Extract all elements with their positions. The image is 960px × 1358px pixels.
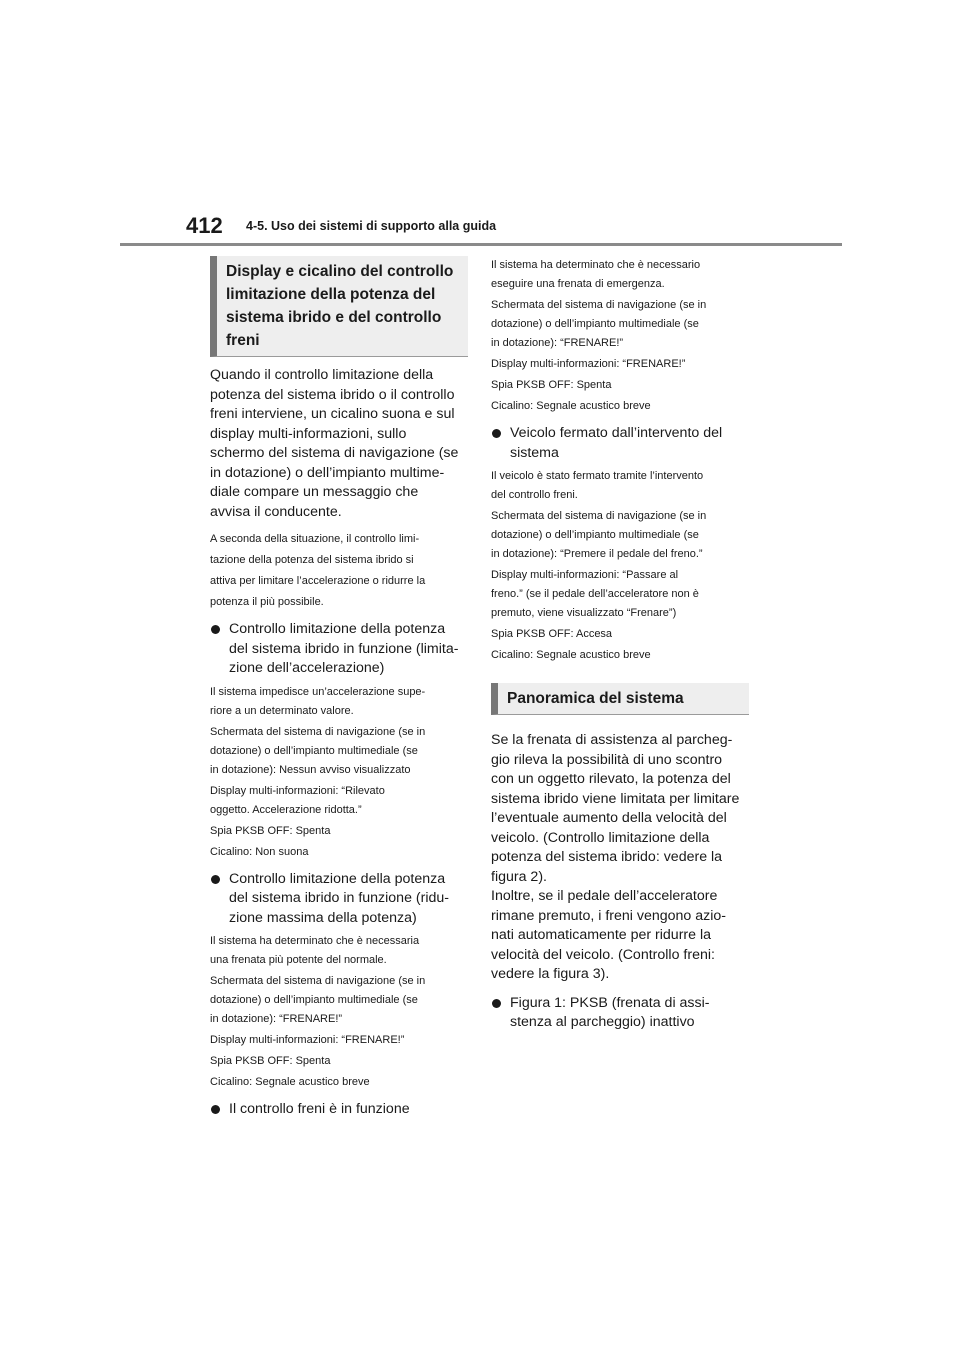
text-line: dotazione) o dell’impianto multimediale (se [210, 994, 418, 1006]
text-line: Cicalino: Segnale acustico breve [491, 649, 651, 661]
bullet-dot-icon [211, 1105, 220, 1114]
text-line: premuto, viene visualizzato “Frenare”) [491, 607, 677, 619]
text-line: del sistema ibrido in funzione (ridu- [229, 890, 450, 906]
text-line: una frenata più potente del normale. [210, 954, 387, 966]
bullet3-details [491, 256, 749, 416]
header-rule [120, 243, 842, 246]
text-line: potenza del sistema ibrido: vedere la [491, 849, 723, 865]
text-line: sistema ibrido viene limitata per limitare [491, 790, 740, 807]
text-line: figura 2). [491, 868, 547, 885]
text-line: freni interviene, un cicalino suona e sul [210, 406, 455, 422]
chapter-title: 4-5. Uso dei sistemi di supporto alla guida [246, 219, 497, 233]
bullet-dot-icon [492, 999, 501, 1008]
heading-line: freni [226, 332, 260, 349]
bullet-heading-acceleration-limit [210, 620, 468, 679]
text-line: Il sistema ha determinato che è necessaria [210, 935, 420, 947]
text-line: vedere la figura 3). [491, 966, 610, 982]
text-line: Se la frenata di assistenza al parcheg- [491, 732, 733, 748]
text-line: dotazione) o dell’impianto multimediale (se [491, 318, 699, 330]
text-line: dotazione) o dell’impianto multimediale (se [210, 744, 418, 757]
bullet1-details [210, 683, 468, 862]
text-line: Il sistema ha determinato che è necessario [491, 259, 701, 271]
heading-line: Display e cicalino del controllo [226, 263, 454, 280]
text-line: zione massima della potenza) [229, 909, 417, 926]
right-column [491, 256, 749, 1033]
page-number: 412 [186, 213, 223, 238]
heading-line: limitazione della potenza del [226, 286, 436, 303]
note-paragraph [210, 530, 468, 612]
text-line: Il veicolo è stato fermato tramite l’intervento [491, 470, 704, 482]
text-line: sistema [510, 444, 559, 461]
text-line: A seconda della situazione, il controllo limi- [210, 533, 420, 545]
text-line: riore a un determinato valore. [210, 704, 354, 717]
text-line: avvisa il conducente. [210, 503, 342, 520]
text-line: Il controllo freni è in funzione [229, 1101, 410, 1117]
text-line: Inoltre, se il pedale dell’acceleratore [491, 888, 718, 904]
text-line: in dotazione): Nessun avviso visualizzato [210, 763, 411, 776]
text-line: potenza del sistema ibrido o il controllo [210, 386, 455, 403]
text-line: Display multi-informazioni: “Rilevato [210, 784, 385, 797]
text-line: Cicalino: Segnale acustico breve [210, 1076, 370, 1088]
text-line: Figura 1: PKSB (frenata di assi- [510, 994, 710, 1011]
bullet4-details [491, 467, 749, 665]
text-line: zione dell’accelerazione) [229, 660, 385, 676]
text-line: in dotazione): “FRENARE!” [210, 1013, 343, 1025]
bullet2-details [210, 932, 468, 1092]
text-line: Controllo limitazione della potenza [229, 621, 446, 637]
text-line: dotazione) o dell’impianto multimediale (se [491, 529, 699, 541]
left-column [210, 256, 468, 1120]
text-line: stenza al parcheggio) inattivo [510, 1014, 695, 1030]
bullet-heading-vehicle-stopped [491, 424, 749, 463]
text-line: display multi-informazioni, sullo [210, 425, 407, 442]
text-line: del controllo freni. [491, 489, 578, 501]
text-line: diale compare un messaggio che [210, 484, 419, 500]
text-line: Schermata del sistema di navigazione (se in [210, 975, 426, 987]
text-line: l’eventuale aumento della velocità del [491, 810, 727, 826]
text-line: Quando il controllo limitazione della [210, 367, 434, 383]
text-line: freno.” (se il pedale dell’acceleratore non è [491, 588, 699, 600]
section-heading-panoramica [491, 683, 749, 715]
section-heading-display-cicalino [210, 256, 468, 357]
text-line: veicolo. (Controllo limitazione della [491, 829, 710, 846]
text-line: potenza il più possibile. [210, 596, 324, 608]
heading-line: Panoramica del sistema [507, 690, 684, 707]
text-line: Schermata del sistema di navigazione (se in [491, 299, 707, 311]
heading-line: sistema ibrido e del controllo [226, 309, 442, 326]
text-line: con un oggetto rilevato, la potenza del [491, 771, 731, 787]
bullet-dot-icon [492, 429, 501, 438]
text-line: rimane premuto, i freni vengono azio- [491, 907, 727, 924]
text-line: Spia PKSB OFF: Accesa [491, 628, 613, 640]
text-line: Controllo limitazione della potenza [229, 870, 446, 887]
overview-paragraph [491, 731, 749, 985]
text-line: in dotazione) o dell’impianto multime- [210, 464, 445, 481]
text-line: schermo del sistema di navigazione (se [210, 445, 459, 461]
text-line: Spia PKSB OFF: Spenta [210, 1055, 331, 1067]
bullet-heading-brake-control-active [210, 1100, 468, 1120]
text-line: Spia PKSB OFF: Spenta [210, 824, 331, 837]
text-line: Il sistema impedisce un’accelerazione supe- [210, 685, 426, 698]
text-line: attiva per limitare l’accelerazione o ridurre la [210, 575, 426, 587]
intro-paragraph [210, 366, 468, 522]
text-line: Cicalino: Segnale acustico breve [491, 400, 651, 412]
text-line: Display multi-informazioni: “FRENARE!” [491, 358, 686, 370]
text-line: in dotazione): “FRENARE!” [491, 337, 624, 349]
text-line: Schermata del sistema di navigazione (se in [210, 725, 426, 738]
text-line: nati automaticamente per ridurre la [491, 927, 712, 943]
text-line: Spia PKSB OFF: Spenta [491, 379, 612, 391]
text-line: Display multi-informazioni: “Passare al [491, 569, 679, 581]
text-line: velocità del veicolo. (Controllo freni: [491, 946, 715, 963]
text-line: Veicolo fermato dall’intervento del [510, 425, 723, 441]
text-line: tazione della potenza del sistema ibrido si [210, 554, 414, 566]
bullet-heading-max-power-reduction [210, 870, 468, 929]
text-line: Display multi-informazioni: “FRENARE!” [210, 1034, 405, 1046]
text-line: eseguire una frenata di emergenza. [491, 278, 665, 290]
text-line: Cicalino: Non suona [210, 845, 309, 858]
bullet-heading-figure-1 [491, 994, 749, 1033]
bullet-dot-icon [211, 625, 220, 634]
text-line: in dotazione): “Premere il pedale del freno.” [491, 548, 703, 560]
text-line: oggetto. Accelerazione ridotta.” [210, 803, 362, 816]
text-line: del sistema ibrido in funzione (limita- [229, 640, 459, 657]
text-line: gio rileva la possibilità di uno scontro [491, 751, 723, 768]
bullet-dot-icon [211, 875, 220, 884]
text-line: Schermata del sistema di navigazione (se in [491, 510, 707, 522]
